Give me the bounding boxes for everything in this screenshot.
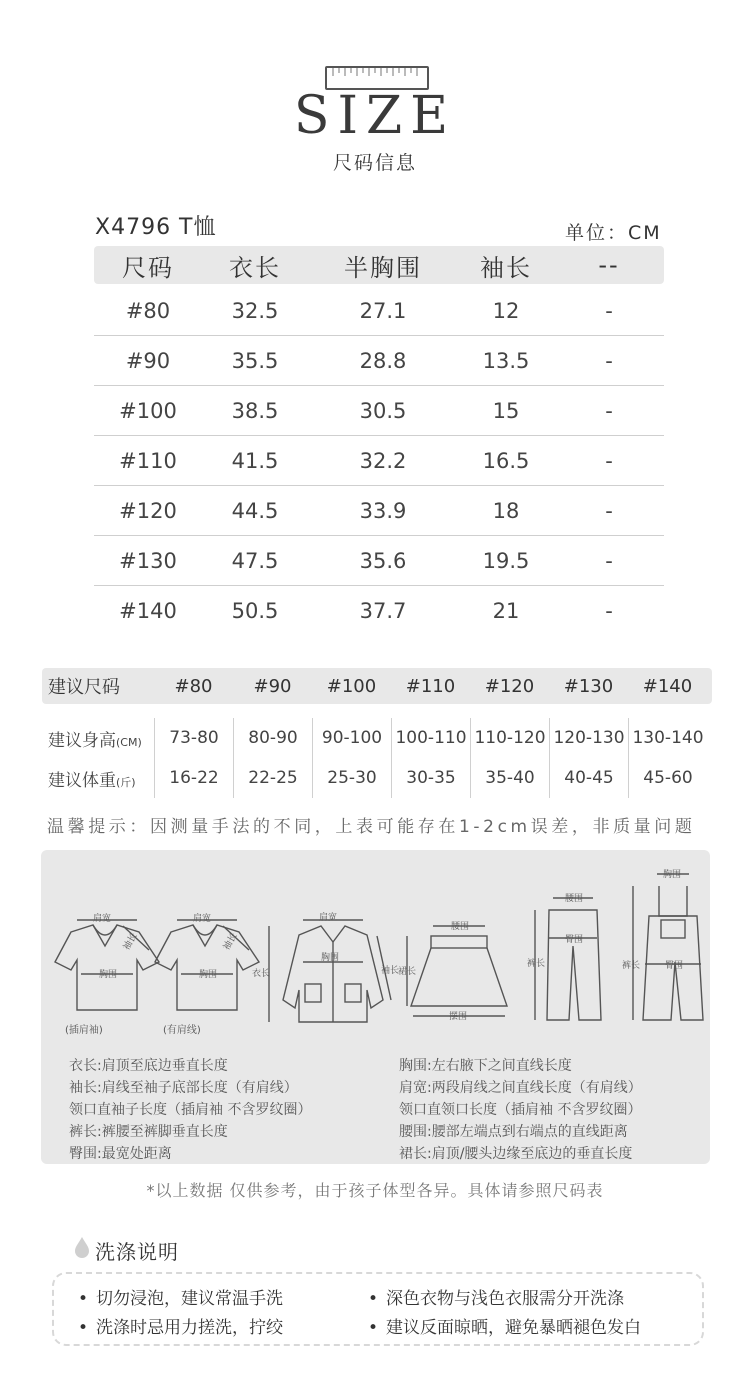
chest-label-4: 胸围 — [663, 870, 682, 880]
table-cell: 41.5 — [231, 448, 279, 473]
definition-item: 裙长:肩顶/腰头边缘至底边的垂直长度 — [399, 1146, 633, 1162]
reference-note: *以上数据 仅供参考，由于孩子体型各异。具体请参照尺码表 — [146, 1181, 604, 1200]
definition-item: 肩宽:两段肩线之间直线长度（有肩线） — [399, 1080, 642, 1096]
page-title: SIZE — [293, 86, 457, 146]
pants-length-label-1: 裤长 — [527, 959, 546, 969]
tshirt-icon — [155, 920, 259, 1010]
table-cell: - — [605, 548, 613, 573]
table-cell: 18 — [492, 498, 520, 523]
weight-cell: 25-30 — [312, 758, 391, 798]
page-subtitle: 尺码信息 — [332, 152, 417, 174]
raglan-caption: (插肩袖) — [65, 1025, 103, 1036]
table-cell: #130 — [119, 548, 177, 573]
table-cell: 32.5 — [231, 298, 279, 323]
hip-label-1: 臀围 — [565, 935, 584, 945]
definition-item: 胸围:左右腋下之间直线长度 — [399, 1058, 572, 1074]
table-row — [94, 336, 664, 386]
washing-item: • 建议反面晾晒，避免暴晒褪色发白 — [368, 1313, 641, 1338]
chest-label-1: 胸围 — [99, 970, 118, 980]
definitions-right — [399, 1055, 642, 1165]
definition-item: 领口直领口长度（插肩袖 不含罗纹圈） — [399, 1102, 642, 1118]
weight-row — [42, 758, 712, 798]
weight-unit: (斤) — [116, 775, 136, 789]
table-cell: #90 — [125, 348, 171, 373]
chest-label-2: 胸围 — [199, 970, 218, 980]
header-cell: 衣长 — [229, 253, 281, 282]
size-cell: #110 — [405, 675, 456, 697]
table-cell: #120 — [119, 498, 177, 523]
header-cell: 半胸围 — [344, 253, 422, 282]
water-drop-icon — [73, 1236, 91, 1258]
height-unit: (CM) — [116, 735, 142, 749]
table-row — [94, 436, 664, 486]
height-cell: 90-100 — [312, 718, 391, 758]
sleeve-label-3: 袖长 — [381, 966, 400, 976]
table-cell: #80 — [125, 298, 171, 323]
weight-cell: 40-45 — [549, 758, 628, 798]
table-cell: 19.5 — [482, 548, 530, 573]
header-cell: 尺码 — [122, 253, 174, 282]
height-cell: 73-80 — [154, 718, 233, 758]
waist-label-1: 腰围 — [451, 922, 470, 932]
table-cell: 30.5 — [359, 398, 407, 423]
table-cell: - — [605, 398, 613, 423]
weight-cell: 30-35 — [391, 758, 470, 798]
table-cell: 47.5 — [231, 548, 279, 573]
table-cell: #110 — [119, 448, 177, 473]
table-row — [94, 386, 664, 436]
table-cell: - — [605, 599, 613, 623]
size-cell: #90 — [253, 675, 292, 697]
table-cell: 16.5 — [482, 448, 530, 473]
table-cell: 27.1 — [359, 298, 407, 323]
product-code: X4796 T恤 — [95, 215, 217, 240]
definitions-left — [69, 1055, 311, 1165]
table-cell: 33.9 — [359, 498, 407, 523]
shoulder-label-1: 肩宽 — [93, 914, 112, 924]
height-cell: 120-130 — [549, 718, 628, 758]
header-cell: 袖长 — [480, 253, 532, 282]
table-cell: 13.5 — [482, 348, 530, 373]
table-cell: 35.5 — [231, 348, 279, 373]
chest-label-3: 胸围 — [321, 953, 340, 963]
skirt-icon — [407, 926, 507, 1016]
table-cell: - — [605, 498, 613, 523]
measurement-tip: 温馨提示：因测量手法的不同，上表可能存在1-2cm误差，非质量问题 — [47, 817, 696, 837]
weight-cell: 45-60 — [628, 758, 707, 798]
table-cell: 38.5 — [231, 398, 279, 423]
recommend-size-label: 建议尺码 — [48, 677, 120, 698]
definition-item: 衣长:肩顶至底边垂直长度 — [69, 1058, 228, 1074]
jacket-icon — [269, 920, 391, 1022]
table-cell: - — [605, 298, 613, 323]
table-cell: - — [605, 448, 613, 473]
hem-label: 摆围 — [449, 1012, 468, 1022]
height-cell: 130-140 — [628, 718, 707, 758]
size-table-header — [94, 246, 664, 284]
washing-item: • 切勿浸泡，建议常温手洗 — [78, 1284, 283, 1309]
header-cell: -- — [598, 251, 620, 279]
size-cell: #120 — [484, 675, 535, 697]
height-label: 建议身高(CM) — [48, 730, 142, 751]
washing-item: • 洗涤时忌用力搓洗，拧绞 — [78, 1313, 283, 1338]
table-row — [94, 586, 664, 636]
size-cell: #140 — [642, 675, 693, 697]
washing-item: • 深色衣物与浅色衣服需分开洗涤 — [368, 1284, 624, 1309]
table-cell: 32.2 — [359, 448, 407, 473]
overalls-icon — [633, 874, 703, 1020]
length-label: 衣长 — [252, 969, 271, 979]
size-cell: #80 — [174, 675, 213, 697]
table-cell: 50.5 — [231, 599, 279, 623]
weight-cell: 16-22 — [154, 758, 233, 798]
pants-length-label-2: 裤长 — [622, 961, 641, 971]
table-cell: - — [605, 348, 613, 373]
size-cell: #130 — [563, 675, 614, 697]
table-cell: 28.8 — [359, 348, 407, 373]
hip-label-2: 臀围 — [665, 961, 684, 971]
table-cell: 12 — [492, 298, 520, 323]
table-row — [94, 286, 664, 336]
height-cell: 110-120 — [470, 718, 549, 758]
sleeve-label-1: 袖长 — [121, 931, 140, 953]
definition-item: 腰围:腰部左端点到右端点的直线距离 — [399, 1124, 628, 1140]
weight-cell: 22-25 — [233, 758, 312, 798]
height-cell: 100-110 — [391, 718, 470, 758]
weight-label: 建议体重(斤) — [48, 770, 136, 791]
table-cell: #140 — [119, 599, 177, 623]
shoulder-label-2: 肩宽 — [193, 914, 212, 924]
weight-cell: 35-40 — [470, 758, 549, 798]
washing-title: 洗涤说明 — [95, 1240, 179, 1264]
definition-item: 裤长:裤腰至裤脚垂直长度 — [69, 1124, 228, 1140]
waist-label-2: 腰围 — [565, 894, 584, 904]
table-row — [94, 536, 664, 586]
height-row — [42, 718, 712, 758]
shoulder-line-caption: (有肩线) — [163, 1025, 201, 1036]
recommendation-table — [42, 668, 712, 798]
table-cell: 35.6 — [359, 548, 407, 573]
table-cell: 44.5 — [231, 498, 279, 523]
raglan-tshirt-icon — [55, 920, 159, 1010]
table-cell: #100 — [119, 398, 177, 423]
definition-item: 袖长:肩线至袖子底部长度（有肩线） — [69, 1080, 298, 1096]
height-cell: 80-90 — [233, 718, 312, 758]
shoulder-label-3: 肩宽 — [319, 913, 338, 923]
size-cell: #100 — [326, 675, 377, 697]
skirt-length-label: 裙长 — [398, 967, 417, 977]
table-cell: 37.7 — [359, 599, 407, 623]
table-row — [94, 486, 664, 536]
recommendation-header — [42, 668, 712, 704]
definition-item: 领口直袖子长度（插肩袖 不含罗纹圈） — [69, 1102, 312, 1118]
table-cell: 21 — [492, 599, 520, 623]
sleeve-label-2: 袖长 — [221, 931, 240, 953]
size-table — [94, 246, 664, 636]
definition-item: 臀围:最宽处距离 — [69, 1146, 172, 1162]
unit-label: 单位：CM — [565, 222, 662, 244]
table-cell: 15 — [492, 398, 520, 423]
